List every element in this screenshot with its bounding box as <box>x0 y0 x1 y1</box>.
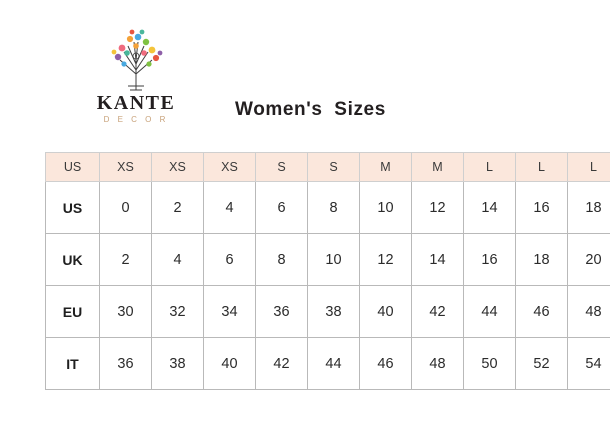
table-cell: 14 <box>464 182 516 234</box>
row-label: UK <box>46 234 100 286</box>
table-cell: 44 <box>464 286 516 338</box>
page-header <box>0 26 610 136</box>
table-cell: 30 <box>100 286 152 338</box>
table-cell: 6 <box>204 234 256 286</box>
table-cell: 0 <box>100 182 152 234</box>
table-cell: 48 <box>568 286 610 338</box>
brand-subtitle: D E C O R <box>103 115 169 124</box>
table-cell: 18 <box>568 182 610 234</box>
table-cell: 10 <box>360 182 412 234</box>
table-header-cell: XS <box>152 153 204 182</box>
table-header-cell: S <box>256 153 308 182</box>
table-cell: 36 <box>256 286 308 338</box>
table-row <box>46 182 610 234</box>
table-cell: 46 <box>516 286 568 338</box>
table-cell: 40 <box>204 338 256 390</box>
brand-name: KANTE <box>96 92 176 114</box>
table-header-cell: L <box>464 153 516 182</box>
table-cell: 42 <box>256 338 308 390</box>
table-cell: 40 <box>360 286 412 338</box>
table-cell: 38 <box>152 338 204 390</box>
table-cell: 16 <box>464 234 516 286</box>
table-cell: 4 <box>152 234 204 286</box>
size-table <box>45 152 610 390</box>
row-label: EU <box>46 286 100 338</box>
size-table-container <box>45 152 602 390</box>
table-row <box>46 286 610 338</box>
brand-block <box>76 26 196 124</box>
table-cell: 44 <box>308 338 360 390</box>
table-cell: 46 <box>360 338 412 390</box>
table-cell: 32 <box>152 286 204 338</box>
table-cell: 8 <box>308 182 360 234</box>
table-header-cell: L <box>516 153 568 182</box>
table-cell: 34 <box>204 286 256 338</box>
table-header-cell: L <box>568 153 610 182</box>
table-cell: 2 <box>152 182 204 234</box>
table-header-cell: M <box>360 153 412 182</box>
row-label: IT <box>46 338 100 390</box>
table-cell: 20 <box>568 234 610 286</box>
table-cell: 36 <box>100 338 152 390</box>
table-cell: 4 <box>204 182 256 234</box>
page-title: Women's Sizes <box>235 99 386 120</box>
table-header-row <box>46 153 610 182</box>
table-header-cell: XS <box>204 153 256 182</box>
table-cell: 6 <box>256 182 308 234</box>
table-cell: 48 <box>412 338 464 390</box>
table-cell: 16 <box>516 182 568 234</box>
table-header-cell: S <box>308 153 360 182</box>
table-cell: 8 <box>256 234 308 286</box>
table-cell: 14 <box>412 234 464 286</box>
table-cell: 38 <box>308 286 360 338</box>
table-cell: 52 <box>516 338 568 390</box>
table-cell: 54 <box>568 338 610 390</box>
table-row <box>46 234 610 286</box>
tree-logo-icon <box>94 26 178 92</box>
table-cell: 50 <box>464 338 516 390</box>
table-cell: 18 <box>516 234 568 286</box>
table-row <box>46 338 610 390</box>
table-header-cell: M <box>412 153 464 182</box>
table-cell: 12 <box>412 182 464 234</box>
row-label: US <box>46 182 100 234</box>
table-cell: 10 <box>308 234 360 286</box>
table-cell: 12 <box>360 234 412 286</box>
table-header-cell: US <box>46 153 100 182</box>
table-header-cell: XS <box>100 153 152 182</box>
table-cell: 2 <box>100 234 152 286</box>
table-cell: 42 <box>412 286 464 338</box>
